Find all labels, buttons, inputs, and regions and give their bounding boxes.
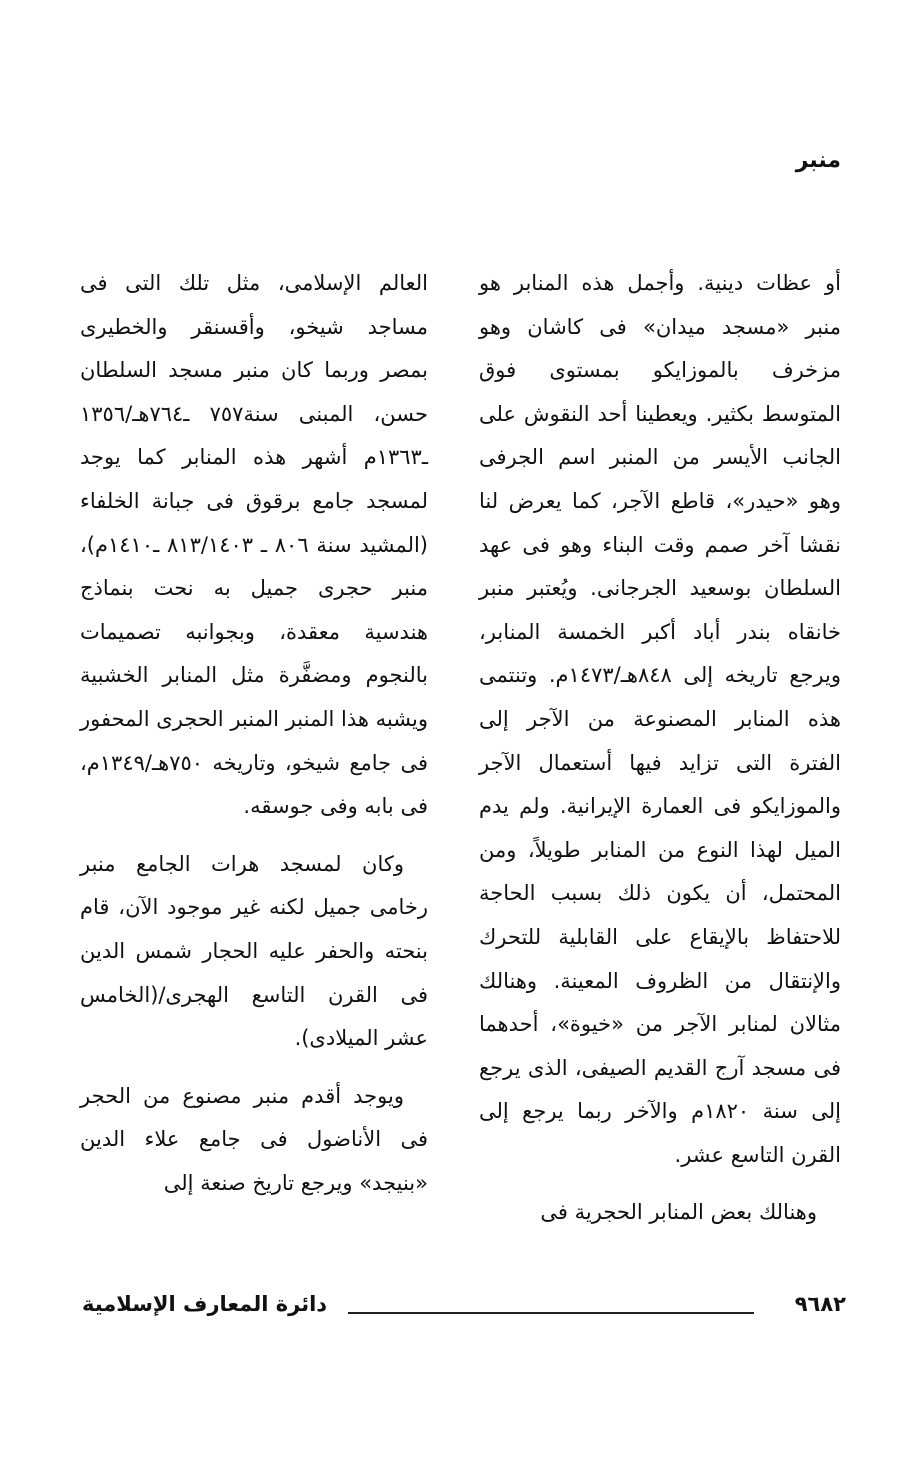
paragraph: ويوجد أقدم منبر مصنوع من الحجر فى الأناضول فى جامع علاء الدين «بنيجد» ويرجع تاريخ صنعة إلى — [80, 1083, 428, 1195]
footer-divider — [348, 1312, 754, 1314]
page-number: ٩٦٨٢ — [794, 1292, 846, 1316]
running-head: منبر — [795, 148, 841, 173]
paragraph: وكان لمسجد هرات الجامع منبر رخامى جميل لكنه غير موجود الآن، قام بنحته والحفر عليه الحجار شمس الدين فى القرن التاسع الهجرى/(الخامس عشر الميلادى). — [80, 851, 428, 1051]
paragraph: أو عظات دينية. وأجمل هذه المنابر هو منبر «مسجد ميدان» فى كاشان وهو مزخرف بالموزايكو بمستوى فوق المتوسط بكثير. ويعطينا أحد النقوش على الجانب الأيسر من المنبر اسم الجرفى وهو «حيدر»، قاطع الآجر، كما يعرض لنا نقشا آخر صمم وقت البناء وهو فى عهد السلطان بوسعيد الجرجانى. ويُعتبر منبر خانقاه بندر أباد أكبر الخمسة المنابر، ويرجع تاريخه إلى ٨٤٨هـ/١٤٧٣م. وتنتمى هذه المنابر المصنوعة من الآجر إلى الفترة التى تزايد فيها أستعمال الآجر والموزايكو فى العمارة الإيرانية. ولم يدم الميل لهذا النوع من المنابر طويلاً، ومن المحتمل، أن يكون ذلك بسبب الحاجة للاحتفاظ بالإيقاع على القابلية للتحرك والإنتقال من الظروف المعينة. وهنالك مثالان لمنابر الآجر من «خيوة»، أحدهما فى مسجد آرج القديم الصيفى، الذى يرجع إلى سنة ١٨٢٠م والآخر ربما يرجع إلى القرن التاسع عشر. — [479, 271, 842, 1167]
left-column — [80, 262, 428, 1219]
encyclopedia-title: دائرة المعارف الإسلامية — [82, 1292, 328, 1316]
paragraph: وهنالك بعض المنابر الحجرية فى — [540, 1200, 817, 1225]
page-footer — [82, 1292, 846, 1332]
paragraph: العالم الإسلامى، مثل تلك التى فى مساجد شيخو، وأقسنقر والخطيرى بمصر وربما كان منبر مسجد السلطان حسن، المبنى سنة٧٥٧ ـ٧٦٤هـ/١٣٥٦ ـ١٣٦٣م أشهر هذه المنابر كما يوجد لمسجد جامع برقوق فى جبانة الخلفاء (المشيد سنة ٨٠٦ ـ ٨١٣/١٤٠٣ ـ١٤١٠م)، منبر حجرى جميل به نحت بنماذج هندسية معقدة، وبجوانبه تصميمات بالنجوم ومضفَّرة مثل المنابر الخشبية ويشبه هذا المنبر المنبر الحجرى المحفور فى جامع شيخو، وتاريخه ٧٥٠هـ/١٣٤٩م، فى بابه وفى جوسقه. — [80, 271, 429, 819]
right-column — [479, 262, 841, 1249]
